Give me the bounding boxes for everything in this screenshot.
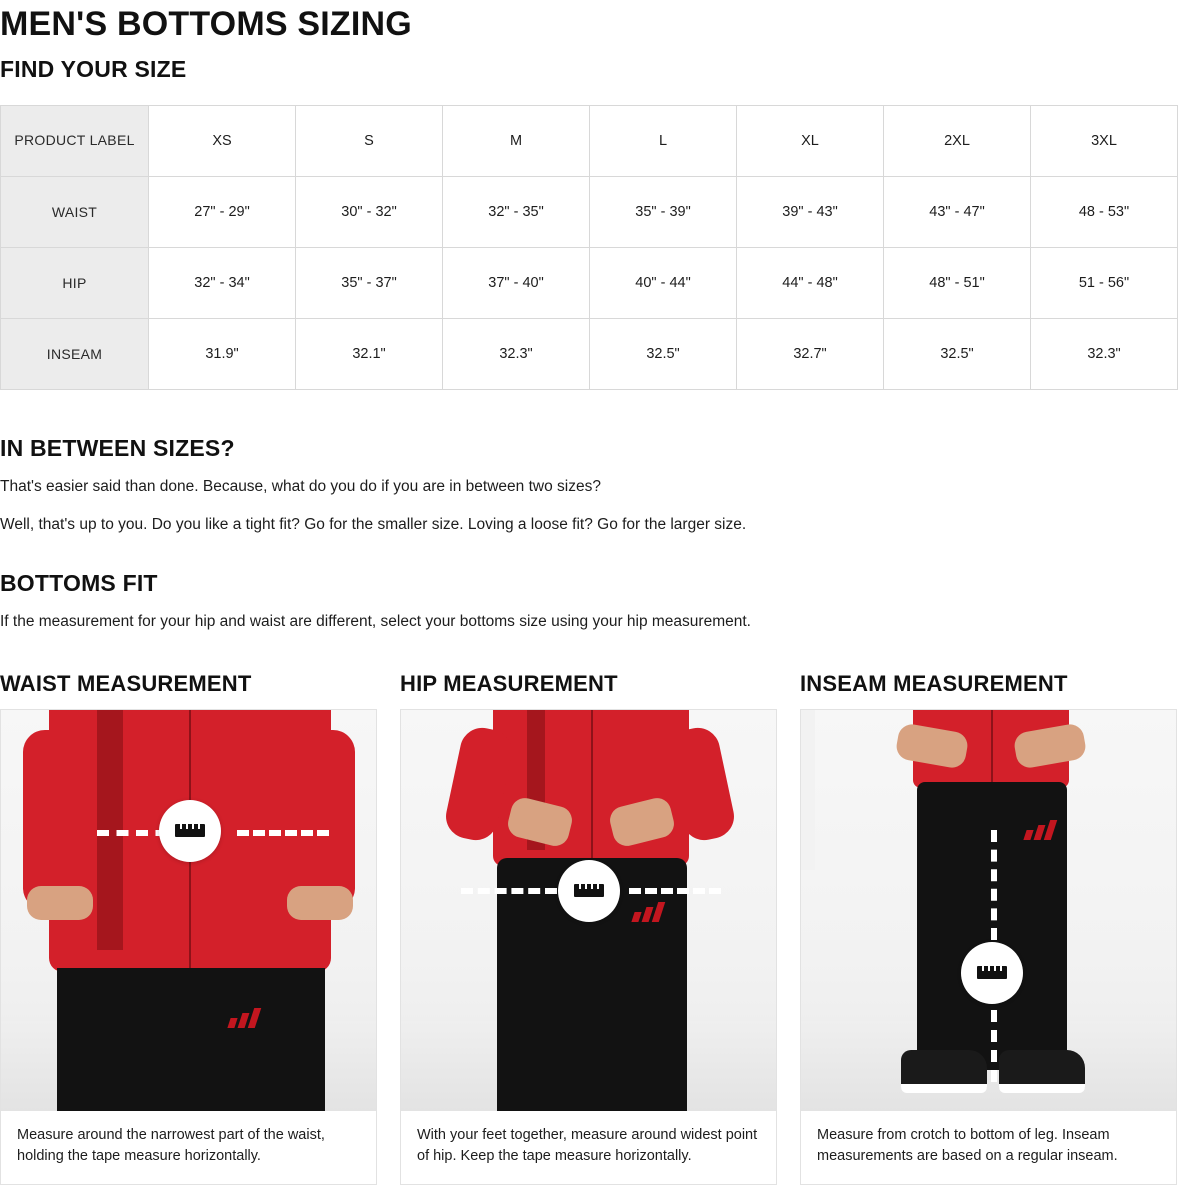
left-hand: [27, 886, 93, 920]
jacket-zipper: [591, 710, 593, 866]
pants-leg-gap: [801, 710, 815, 870]
right-sleeve: [297, 730, 355, 910]
size-chart-table: [0, 105, 1178, 390]
table-header-s: S: [296, 105, 443, 176]
cell-inseam-s: 32.1": [296, 318, 443, 389]
cell-hip-s: 35" - 37": [296, 247, 443, 318]
waist-measurement-image: [0, 709, 377, 1111]
table-header-l: L: [590, 105, 737, 176]
cell-waist-2xl: 43" - 47": [884, 176, 1031, 247]
hip-measurement-image: [400, 709, 777, 1111]
ruler-icon: [977, 966, 1007, 979]
waist-dash-right: [237, 830, 329, 836]
waist-ruler-badge: [159, 800, 221, 862]
brand-logo-icon: [1025, 818, 1059, 840]
table-header-xl: XL: [737, 105, 884, 176]
in-between-line-1: That's easier said than done. Because, what do you do if you are in between two sizes?: [0, 477, 601, 495]
row-label-waist: WAIST: [1, 176, 149, 247]
bottoms-fit-line-1: If the measurement for your hip and waist are different, select your bottoms size using your hip measurement.: [0, 613, 751, 631]
right-shoe-sole: [999, 1084, 1085, 1093]
cell-waist-xs: 27" - 29": [149, 176, 296, 247]
cell-inseam-2xl: 32.5": [884, 318, 1031, 389]
hip-measurement-caption: With your feet together, measure around widest point of hip. Keep the tape measure horizontally.: [400, 1111, 777, 1185]
table-header-2xl: 2XL: [884, 105, 1031, 176]
table-header-xs: XS: [149, 105, 296, 176]
brand-logo-icon: [633, 900, 667, 922]
cell-inseam-xs: 31.9": [149, 318, 296, 389]
inseam-ruler-badge: [961, 942, 1023, 1004]
cell-inseam-3xl: 32.3": [1031, 318, 1178, 389]
track-pants: [57, 968, 325, 1111]
cell-hip-xl: 44" - 48": [737, 247, 884, 318]
ruler-icon: [175, 824, 205, 837]
cell-hip-2xl: 48" - 51": [884, 247, 1031, 318]
measurement-card-inseam: [800, 672, 1177, 1184]
cell-inseam-xl: 32.7": [737, 318, 884, 389]
inseam-dash-top: [991, 830, 997, 940]
waist-measurement-title: WAIST MEASUREMENT: [0, 671, 252, 697]
row-label-hip: HIP: [1, 247, 149, 318]
in-between-line-2: Well, that's up to you. Do you like a tight fit? Go for the smaller size. Loving a loose fit? Go for the larger size.: [0, 516, 747, 533]
table-row-hip: [1, 247, 1178, 318]
cell-inseam-l: 32.5": [590, 318, 737, 389]
cell-waist-xl: 39" - 43": [737, 176, 884, 247]
inseam-measurement-caption: Measure from crotch to bottom of leg. Inseam measurements are based on a regular inseam.: [800, 1111, 1177, 1185]
measurement-card-hip: [400, 672, 777, 1184]
row-label-inseam: INSEAM: [1, 318, 149, 389]
table-row-inseam: [1, 318, 1178, 389]
sizing-guide-page: [0, 6, 1200, 1201]
hip-measurement-title: HIP MEASUREMENT: [400, 671, 618, 697]
cell-hip-3xl: 51 - 56": [1031, 247, 1178, 318]
table-header-3xl: 3XL: [1031, 105, 1178, 176]
in-between-heading: IN BETWEEN SIZES?: [0, 434, 235, 461]
hip-ruler-badge: [558, 860, 620, 922]
bottoms-fit-section: [0, 571, 1200, 634]
cell-waist-3xl: 48 - 53": [1031, 176, 1178, 247]
left-sleeve: [23, 730, 81, 910]
hip-dash-left: [461, 888, 557, 894]
table-header-product-label: PRODUCT LABEL: [1, 105, 149, 176]
cell-waist-m: 32" - 35": [443, 176, 590, 247]
find-your-size-heading: FIND YOUR SIZE: [0, 56, 187, 83]
inseam-measurement-image: [800, 709, 1177, 1111]
brand-logo-icon: [229, 1006, 263, 1028]
page-title: MEN'S BOTTOMS SIZING: [0, 5, 412, 43]
ruler-icon: [574, 884, 604, 897]
table-header-m: M: [443, 105, 590, 176]
in-between-sizes-section: [0, 436, 1200, 537]
waist-measurement-caption: Measure around the narrowest part of the waist, holding the tape measure horizontally.: [0, 1111, 377, 1185]
inseam-dash-bottom: [991, 1010, 997, 1082]
cell-inseam-m: 32.3": [443, 318, 590, 389]
bottoms-fit-heading: BOTTOMS FIT: [0, 570, 158, 597]
right-hand: [287, 886, 353, 920]
cell-hip-xs: 32" - 34": [149, 247, 296, 318]
cell-hip-m: 37" - 40": [443, 247, 590, 318]
left-shoe-sole: [901, 1084, 987, 1093]
measurement-cards: [0, 672, 1200, 1184]
table-row-waist: [1, 176, 1178, 247]
hip-dash-right: [629, 888, 721, 894]
jacket-zipper: [991, 710, 993, 788]
cell-hip-l: 40" - 44": [590, 247, 737, 318]
measurement-card-waist: [0, 672, 377, 1184]
cell-waist-s: 30" - 32": [296, 176, 443, 247]
table-header-row: [1, 105, 1178, 176]
cell-waist-l: 35" - 39": [590, 176, 737, 247]
inseam-measurement-title: INSEAM MEASUREMENT: [800, 671, 1068, 697]
